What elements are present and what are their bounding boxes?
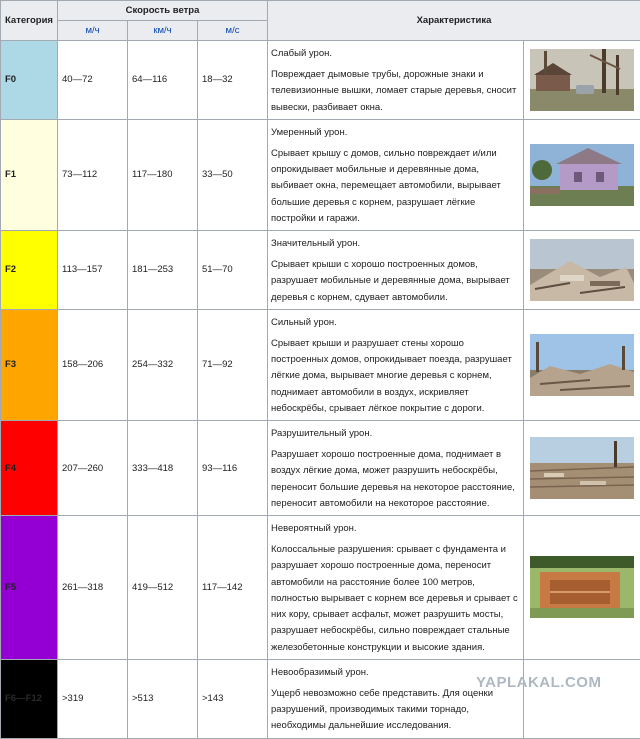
- damage-text: Разрушает хорошо построенные дома, поднимает в воздух лёгкие дома, может разрушить небоскрёбы, переносит большие деревья на некоторое расстояние, переносит автомобили на некоторое расстояние.: [271, 447, 520, 512]
- header-wind-speed: Скорость ветра: [58, 1, 268, 21]
- photo-cell: [524, 421, 640, 516]
- category-cell: F4: [1, 421, 58, 516]
- damage-text: Колоссальные разрушения: срывает с фундамента и разрушает хорошо построенные дома, переносит автомобили на расстояние более 100 метров, полностью вырывает с корнем все деревья и срывает с них кору, срывает асфальт, может разрушить мосты, разрушает небоскрёбы, сильно повреждает стальные железобетонные конструкции и высокие здания.: [271, 542, 520, 655]
- description-cell: [268, 119, 524, 230]
- table-row-f4: [1, 421, 640, 516]
- speed-ms: >143: [198, 659, 268, 738]
- description-cell: [268, 231, 524, 310]
- photo-cell: [524, 516, 640, 660]
- category-cell: F3: [1, 309, 58, 420]
- damage-text: Срывает крышу с домов, сильно повреждает и/или опрокидывает мобильные и деревянные дома, выбивает окна, перемещает автомобили, вырывает большие деревья с корнем, разрушает лёгкие постройки и гаражи.: [271, 146, 520, 227]
- header-unit-mph[interactable]: м/ч: [58, 21, 128, 41]
- damage-photo-f1[interactable]: [530, 144, 634, 206]
- damage-title: Умеренный урон.: [271, 125, 520, 141]
- damage-photo-f0[interactable]: [530, 49, 634, 111]
- description-cell: [268, 41, 524, 120]
- damage-title: Разрушительный урон.: [271, 426, 520, 442]
- damage-title: Слабый урон.: [271, 46, 520, 62]
- speed-ms: 33—50: [198, 119, 268, 230]
- watermark: YAPLAKAL.COM: [476, 674, 601, 691]
- speed-mph: 113—157: [58, 231, 128, 310]
- speed-mph: 73—112: [58, 119, 128, 230]
- speed-mph: >319: [58, 659, 128, 738]
- damage-text: Срывает крыши и разрушает стены хорошо построенных домов, опрокидывает поезда, разрушает лёгкие дома, вырывает многие деревья с корнем, поднимает автомобили в воздух, искривляет небоскрёбы, срывает лёгкое покрытие с дороги.: [271, 336, 520, 417]
- speed-mph: 40—72: [58, 41, 128, 120]
- description-cell: [268, 659, 524, 738]
- damage-title: Сильный урон.: [271, 315, 520, 331]
- description-cell: [268, 516, 524, 660]
- photo-cell: [524, 659, 640, 738]
- speed-mph: 261—318: [58, 516, 128, 660]
- header-unit-ms[interactable]: м/с: [198, 21, 268, 41]
- damage-photo-f3[interactable]: [530, 334, 634, 396]
- damage-text: Ущерб невозможно себе представить. Для оценки разрушений, производимых такими торнадо, необходимы дальнейшие исследования.: [271, 686, 520, 735]
- table-row-f3: [1, 309, 640, 420]
- speed-ms: 51—70: [198, 231, 268, 310]
- category-cell: F5: [1, 516, 58, 660]
- category-cell: F2: [1, 231, 58, 310]
- table-row-f0: [1, 41, 640, 120]
- damage-text: Срывает крыши с хорошо построенных домов, разрушает мобильные и деревянные дома, вырывает деревья с корнем, сдувает автомобили.: [271, 257, 520, 306]
- speed-kmh: >513: [128, 659, 198, 738]
- table-row-f5: [1, 516, 640, 660]
- category-cell: F0: [1, 41, 58, 120]
- header-unit-kmh[interactable]: км/ч: [128, 21, 198, 41]
- description-cell: [268, 421, 524, 516]
- description-cell: [268, 309, 524, 420]
- category-cell: F6—F12: [1, 659, 58, 738]
- speed-ms: 117—142: [198, 516, 268, 660]
- speed-kmh: 254—332: [128, 309, 198, 420]
- damage-title: Невероятный урон.: [271, 521, 520, 537]
- damage-photo-f5[interactable]: [530, 556, 634, 618]
- speed-ms: 71—92: [198, 309, 268, 420]
- table-row-f2: [1, 231, 640, 310]
- damage-text: Повреждает дымовые трубы, дорожные знаки и телевизионные вышки, ломает старые деревья, сносит вывески, разбивает окна.: [271, 67, 520, 116]
- speed-kmh: 181—253: [128, 231, 198, 310]
- speed-mph: 207—260: [58, 421, 128, 516]
- damage-title: Значительный урон.: [271, 236, 520, 252]
- photo-cell: [524, 309, 640, 420]
- damage-photo-f2[interactable]: [530, 239, 634, 301]
- table-row-f1: [1, 119, 640, 230]
- speed-kmh: 64—116: [128, 41, 198, 120]
- damage-title: Невообразимый урон.: [271, 665, 520, 681]
- speed-kmh: 419—512: [128, 516, 198, 660]
- speed-kmh: 333—418: [128, 421, 198, 516]
- speed-ms: 93—116: [198, 421, 268, 516]
- table-row-f6-f12: [1, 659, 640, 738]
- speed-kmh: 117—180: [128, 119, 198, 230]
- speed-mph: 158—206: [58, 309, 128, 420]
- header-characteristic: Характеристика: [268, 1, 640, 41]
- photo-cell: [524, 231, 640, 310]
- category-cell: F1: [1, 119, 58, 230]
- photo-cell: [524, 41, 640, 120]
- photo-cell: [524, 119, 640, 230]
- speed-ms: 18—32: [198, 41, 268, 120]
- damage-photo-f4[interactable]: [530, 437, 634, 499]
- header-category: Категория: [1, 1, 58, 41]
